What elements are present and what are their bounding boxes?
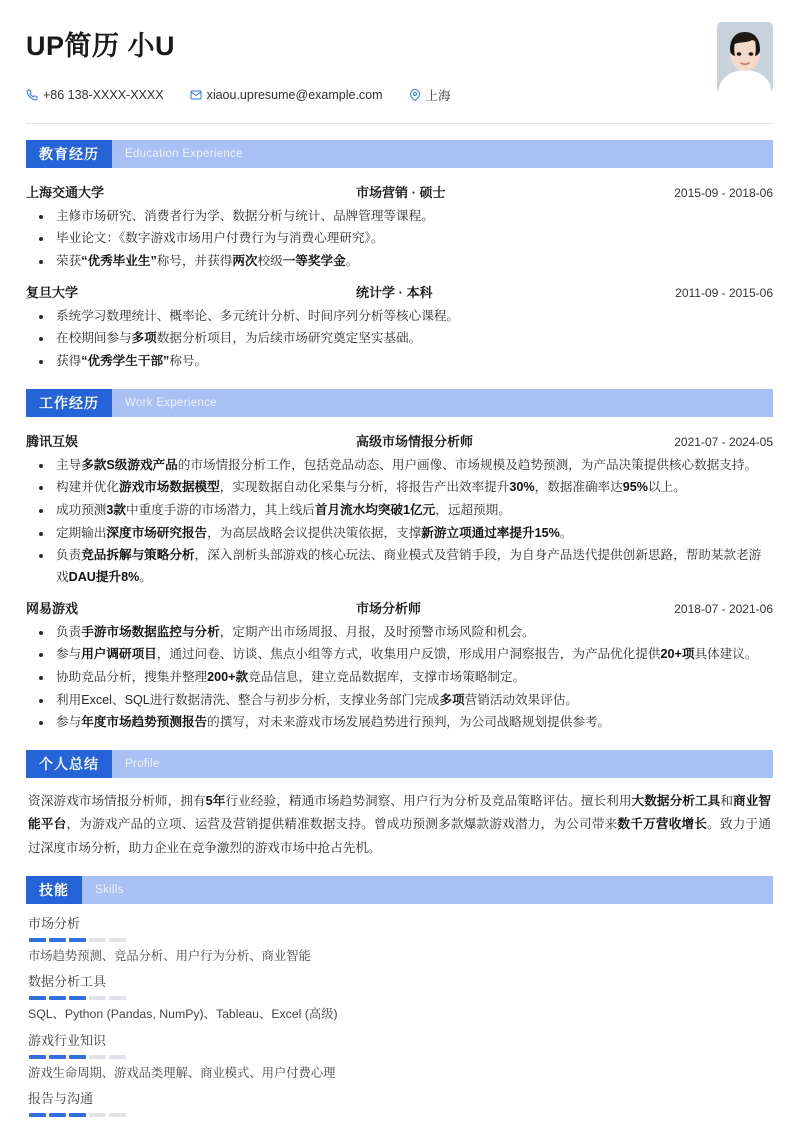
mail-icon [190,89,202,101]
skill-meter [29,938,773,942]
entry-role: 高级市场情报分析师 [356,433,474,449]
section-title-cn: 技能 [26,876,82,904]
skill-item [26,913,773,965]
contact-phone [26,88,164,102]
resume-header [26,0,773,104]
skill-meter-segment [29,1055,46,1059]
entry-header [26,277,773,304]
contact-list [26,86,717,104]
bullet-item: 主导多款S级游戏产品的市场情报分析工作，包括竞品动态、用户画像、市场规模及趋势预测，为产品决策提供核心数据支持。 [26,455,773,477]
skill-meter-segment [89,1055,106,1059]
skill-meter-segment [49,1055,66,1059]
bullet-item: 协助竞品分析，搜集并整理200+款竞品信息，建立竞品数据库，支撑市场策略制定。 [26,667,773,689]
entry-org: 复旦大学 [26,284,79,300]
entry-bullets [26,306,773,373]
bullet-item: 成功预测3款中重度手游的市场潜力，其上线后首月流水均突破1亿元，远超预期。 [26,500,773,522]
skill-meter-segment [69,996,86,1000]
skill-item [26,1088,773,1117]
entry-date: 2018-07 - 2021-06 [674,601,773,616]
skill-meter-segment [109,996,126,1000]
entry-org: 上海交通大学 [26,184,105,200]
entry-bullets [26,455,773,589]
work-entry [26,426,773,589]
skill-meter-segment [29,1113,46,1117]
bullet-item: 构建并优化游戏市场数据模型，实现数据自动化采集与分析，将报告产出效率提升30%，数据准确率达95%以上。 [26,477,773,499]
entry-bullets [26,622,773,734]
work-entry [26,593,773,734]
header-divider [26,123,773,124]
skill-meter-segment [89,996,106,1000]
bullet-item: 荣获“优秀毕业生”称号，并获得两次校级一等奖学金。 [26,251,773,273]
bullet-item: 负责竞品拆解与策略分析，深入剖析头部游戏的核心玩法、商业模式及营销手段，为自身产品迭代提供创新思路，帮助某款老游戏DAU提升8%。 [26,545,773,588]
skill-meter [29,1113,773,1117]
work-entries [26,426,773,734]
skill-meter-segment [49,938,66,942]
bullet-item: 获得“优秀学生干部”称号。 [26,351,773,373]
skill-name: 游戏行业知识 [28,1032,107,1048]
skill-meter-segment [89,938,106,942]
skill-meter-segment [49,996,66,1000]
bullet-item: 定期输出深度市场研究报告，为高层战略会议提供决策依据，支撑新游立项通过率提升15%。 [26,523,773,545]
section-title-en: Profile [125,757,160,770]
entry-org: 腾讯互娱 [26,433,79,449]
skill-meter-segment [29,938,46,942]
skill-meter-segment [29,996,46,1000]
section-header-profile [26,750,773,778]
contact-location [409,86,451,104]
skill-meter-segment [89,1113,106,1117]
skill-item [26,971,773,1023]
section-header-skills [26,876,773,904]
contact-email [190,88,383,102]
entry-date: 2021-07 - 2024-05 [674,434,773,449]
entry-date: 2015-09 - 2018-06 [674,185,773,200]
bullet-item: 负责手游市场数据监控与分析，定期产出市场周报、月报，及时预警市场风险和机会。 [26,622,773,644]
skill-meter-segment [49,1113,66,1117]
contact-email-text: xiaou.upresume@example.com [206,87,383,102]
bullet-item: 系统学习数理统计、概率论、多元统计分析、时间序列分析等核心课程。 [26,306,773,328]
entry-header [26,426,773,453]
bullet-item: 利用Excel、SQL进行数据清洗、整合与初步分析，支撑业务部门完成多项营销活动效果评估。 [26,690,773,712]
page-title: UP简历 小U [26,31,176,61]
location-icon [409,89,421,101]
skill-meter-segment [69,1055,86,1059]
entry-role: 市场分析师 [356,600,422,616]
phone-icon [26,89,38,101]
skill-desc: SQL、Python (Pandas, NumPy)、Tableau、Excel (高级) [28,1007,338,1022]
skill-meter-segment [109,1055,126,1059]
skill-name: 市场分析 [28,915,81,931]
entry-date: 2011-09 - 2015-06 [675,285,773,300]
entry-org: 网易游戏 [26,600,79,616]
skill-name: 数据分析工具 [28,974,107,990]
bullet-item: 在校期间参与多项数据分析项目，为后续市场研究奠定坚实基础。 [26,328,773,350]
section-title-cn: 教育经历 [26,140,112,168]
skill-item [26,1030,773,1082]
bullet-item: 参与年度市场趋势预测报告的撰写，对未来游戏市场发展趋势进行预判，为公司战略规划提供参考。 [26,712,773,734]
section-header-work [26,389,773,417]
entry-bullets [26,206,773,273]
skill-desc: 市场趋势预测、竞品分析、用户行为分析、商业智能 [28,948,311,963]
profile-text: 资深游戏市场情报分析师，拥有5年行业经验，精通市场趋势洞察、用户行为分析及竞品策略评估。擅长利用大数据分析工具和商业智能平台，为游戏产品的立项、运营及营销提供精准数据支持。曾成功预测多款爆款游戏潜力，为公司带来数千万营收增长。致力于通过深度市场分析，助力企业在竞争激烈的游戏市场中抢占先机。 [28,793,772,855]
skill-meter [29,1055,773,1059]
contact-location-text: 上海 [425,88,451,103]
skill-meter-segment [69,938,86,942]
section-title-en: Skills [95,883,124,896]
skill-meter [29,996,773,1000]
education-entry [26,177,773,273]
skill-meter-segment [109,1113,126,1117]
education-entries [26,177,773,373]
entry-header [26,593,773,620]
entry-role: 市场营销 · 硕士 [356,184,446,200]
skill-meter-segment [109,938,126,942]
skill-meter-segment [69,1113,86,1117]
bullet-item: 参与用户调研项目，通过问卷、访谈、焦点小组等方式，收集用户反馈，形成用户洞察报告，为产品优化提供20+项具体建议。 [26,644,773,666]
bullet-item: 毕业论文：《数字游戏市场用户付费行为与消费心理研究》。 [26,228,773,250]
section-title-cn: 工作经历 [26,389,112,417]
education-entry [26,277,773,373]
section-title-en: Work Experience [125,396,217,409]
skill-desc: 游戏生命周期、游戏品类理解、商业模式、用户付费心理 [28,1065,336,1080]
section-title-en: Education Experience [125,147,243,160]
section-title-cn: 个人总结 [26,750,112,778]
avatar [717,22,773,92]
section-header-education [26,140,773,168]
bullet-item: 主修市场研究、消费者行为学、数据分析与统计、品牌管理等课程。 [26,206,773,228]
entry-role: 统计学 · 本科 [356,284,433,300]
skill-name: 报告与沟通 [28,1091,94,1107]
header-left [26,22,717,104]
contact-phone-text: +86 138-XXXX-XXXX [43,87,164,102]
entry-header [26,177,773,204]
skills-list [26,913,773,1117]
